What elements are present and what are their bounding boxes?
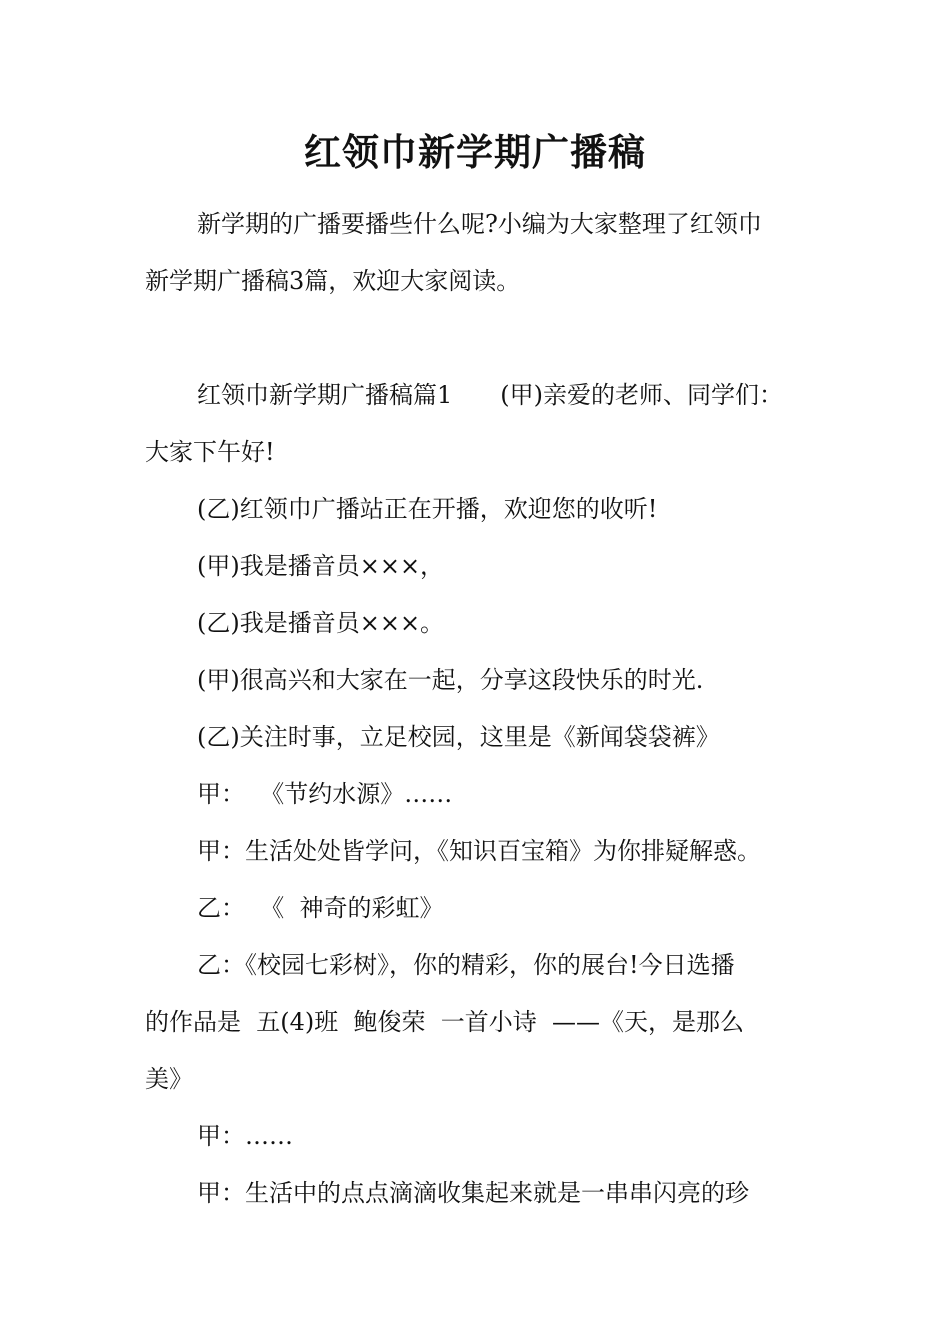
paragraph-line: (乙)我是播音员×××。 <box>197 609 445 637</box>
paragraph-line: 乙： 《 神奇的彩虹》 <box>197 894 444 922</box>
paragraph-line: 甲：生活中的点点滴滴收集起来就是一串串闪亮的珍 <box>197 1179 749 1207</box>
paragraph-line: 甲：生活处处皆学问，《知识百宝箱》为你排疑解惑。 <box>197 837 761 865</box>
paragraph-line: 甲：…… <box>197 1122 293 1150</box>
paragraph-line: 红领巾新学期广播稿篇1 (甲)亲爱的老师、同学们： <box>197 381 783 409</box>
paragraph-line: (甲)很高兴和大家在一起，分享这段快乐的时光. <box>197 666 704 694</box>
paragraph-line: 乙：《校园七彩树》，你的精彩，你的展台!今日选播 <box>197 951 735 979</box>
document-title: 红领巾新学期广播稿 <box>304 130 646 174</box>
paragraph-line: (乙)关注时事，立足校园，这里是《新闻袋袋裤》 <box>197 723 720 751</box>
paragraph-line: 新学期的广播要播些什么呢?小编为大家整理了红领巾 <box>197 210 762 238</box>
paragraph-line: (甲)我是播音员×××， <box>197 552 445 580</box>
paragraph-line: 美》 <box>145 1065 193 1093</box>
paragraph-line: 的作品是 五(4)班 鲍俊荣 一首小诗 ——《天，是那么 <box>145 1008 745 1036</box>
paragraph-line: 甲： 《节约水源》…… <box>197 780 453 808</box>
paragraph-line: (乙)红领巾广播站正在开播，欢迎您的收听! <box>197 495 658 523</box>
paragraph-line: 大家下午好! <box>145 438 275 466</box>
paragraph-line: 新学期广播稿3篇，欢迎大家阅读。 <box>145 267 521 295</box>
